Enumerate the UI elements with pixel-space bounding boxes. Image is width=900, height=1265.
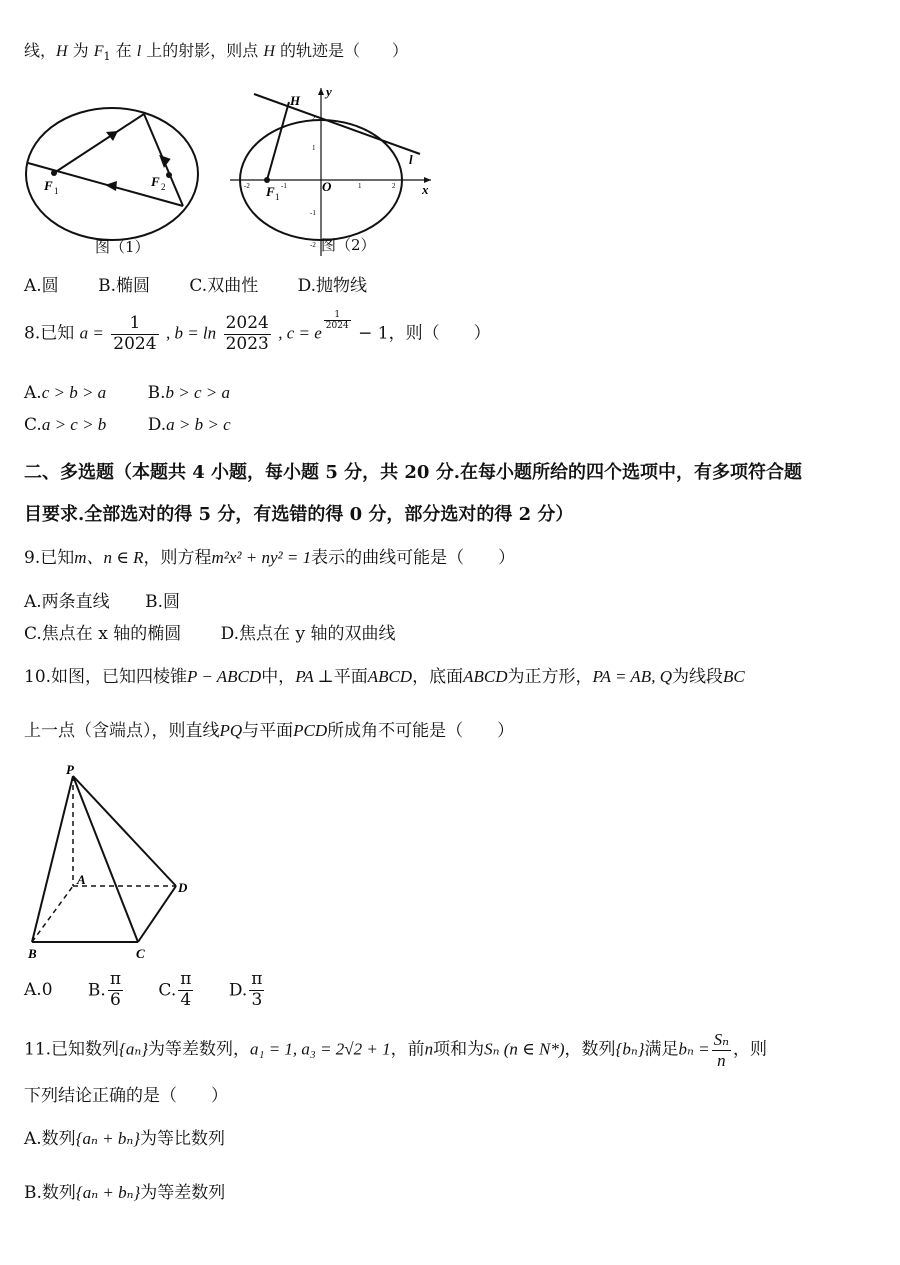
q10-option-d-num: π [251,969,263,989]
q10-text-2b: PQ [219,721,243,740]
q7-stem [24,38,408,63]
q11-stem-line-2: 下列结论正确的是（ ） [24,1086,228,1106]
q10-option-b[interactable] [87,969,125,1010]
fig2-tick-x-neg2: -2 [244,182,250,190]
q7-var-f: F [93,43,104,60]
q10-option-c-den: 4 [180,989,192,1010]
q11-text-g: 项和为 [433,1039,485,1060]
q7-var-f-sub: 1 [103,50,111,64]
fig1-arrow-2 [157,155,171,169]
q10-text-c: 中， [261,667,296,687]
q10-text-2d: PCD [293,721,328,740]
q11-text-d: a₁ = 1, a₃ = 2√2 + 1 [250,1039,391,1059]
q8-option-b-label: B. [147,383,166,403]
q7-options [24,271,401,296]
fig2-tick-y-neg1: -1 [310,209,316,217]
q8-c-exp-num: 1 [324,310,351,321]
q10-pyramid-figure [22,760,202,965]
q7-var-h-2: H [263,43,275,60]
q11-option-a-expr: {aₙ + bₙ} [75,1129,141,1148]
q8-option-b-expr: b > c > a [165,383,230,402]
fig2-segment-f1h [267,102,289,180]
fig1-focus-2 [166,172,172,178]
fig2-label-f1-sub: 1 [275,192,280,202]
fig1-arrow-1 [106,131,118,141]
q9-option-a[interactable]: A.两条直线 [24,592,110,612]
q8-option-d-label: D. [147,415,167,435]
q10-option-d-label: D. [228,980,248,1001]
pyramid-label-b: B [28,946,37,961]
q7-option-d[interactable]: D.抛物线 [297,276,368,296]
q11-stem-line-1 [24,1030,767,1070]
q8-c-tail: − 1 [352,323,389,344]
fig1-label-f1: F [44,178,53,193]
pyramid-edge-pd [73,776,176,886]
q8-stem [24,310,491,354]
q11-option-b[interactable] [24,1178,225,1203]
fig1-ray-1 [54,114,144,173]
q10-option-a-value: 0 [41,980,53,1001]
fig2-tick-y-2: 2 [312,114,316,122]
section2-heading-line-2: 目要求.全部选对的得 5 分，有选错的得 0 分，部分选对的得 2 分） [24,504,574,525]
q8-option-a[interactable] [24,383,106,403]
q10-option-a-label: A. [24,980,42,1001]
fig2-tick-x-1: 1 [358,182,362,190]
q8-a-frac [111,314,158,354]
q11-frac [712,1030,731,1070]
q8-a-den: 2024 [113,333,157,354]
q8-c-exp [324,310,351,332]
q10-stem-line-1 [24,662,745,687]
q10-option-a[interactable] [24,980,53,1000]
q9-option-c[interactable]: C.焦点在 x 轴的椭圆 [24,624,182,644]
fig1-label-f2: F [151,174,160,189]
q10-text-l: BC [722,667,745,686]
q10-text-2c: 与平面 [242,721,294,741]
q8-b-den: 2023 [225,333,269,354]
q8-c-eq: , c = e [278,323,322,343]
q10-text-2e: 所成角不可能是（ ） [327,721,515,741]
q11-frac-den: n [717,1050,726,1070]
fig2-tick-y-1: 1 [312,144,316,152]
q11-text-a: 11.已知数列 [24,1039,120,1060]
q10-text-e: 平面 [333,667,368,687]
q11-text-f: n [424,1039,434,1059]
q8-b-frac [224,314,271,354]
q10-option-b-label: B. [87,980,106,1001]
fig2-caption: 图（2） [321,236,376,254]
q11-text-h: Sₙ (n ∈ N*) [484,1039,565,1059]
q8-option-c-expr: a > c > b [41,415,107,434]
fig1-label-f1-sub: 1 [54,186,59,196]
q11-text-j: {bₙ} [615,1039,645,1059]
q10-text-2a: 上一点（含端点），则直线 [24,721,220,741]
q8-option-b[interactable] [148,383,230,403]
q9-options-row-1 [24,587,180,612]
q8-a-eq: a = [79,323,104,343]
q8-b-eq: , b = ln [165,323,217,343]
q10-option-b-den: 6 [110,989,121,1010]
q8-options-row-1 [24,383,230,403]
q10-option-c-num: π [180,969,192,989]
q11-text-e: ，前 [390,1039,425,1060]
fig2-label-h: H [290,93,301,108]
q7-option-b[interactable]: B.椭圆 [98,276,150,296]
q10-text-k: 为线段 [671,667,723,687]
q9-options-row-2 [24,619,395,644]
q8-c-exp-den: 2024 [325,321,349,332]
fig2-label-f1: F [266,184,275,199]
q10-text-j: PA = AB, Q [592,667,672,686]
section2-heading-line-1: 二、多选题（本题共 4 小题，每小题 5 分，共 20 分.在每小题所给的四个选项中，有多项符合题 [24,462,802,483]
fig2-tick-y-neg2: -2 [310,241,316,249]
q8-option-c-label: C. [24,415,42,435]
q10-option-c[interactable] [158,969,195,1010]
q8-options-row-2 [24,415,231,435]
q10-text-d: PA ⊥ [295,667,334,686]
q9-stem [24,543,515,568]
q11-option-b-expr: {aₙ + bₙ} [75,1183,141,1202]
q11-text-i: ，数列 [564,1039,616,1060]
q10-option-c-label: C. [158,980,177,1001]
q7-option-a[interactable]: A.圆 [24,276,59,296]
q11-text-m: ，则 [733,1039,768,1060]
q9-option-d[interactable]: D.焦点在 y 轴的双曲线 [220,624,396,644]
q9-cond: m、n ∈ R [74,548,144,567]
q7-text-3: 在 [110,41,137,60]
pyramid-label-c: C [136,946,145,961]
q11-frac-num: Sₙ [713,1030,730,1049]
q7-text-2: 为 [67,41,94,60]
fig1-caption: 图（1） [95,238,150,256]
q10-option-b-num: π [109,969,122,989]
q7-text-1: 线， [24,41,57,60]
q9-option-b[interactable]: B.圆 [145,592,180,612]
fig2-y-arrow [318,88,324,95]
q11-text-b: {aₙ} [119,1039,149,1059]
q8-option-d-expr: a > b > c [166,415,231,434]
q11-text-c: 为等差数列， [148,1039,251,1060]
q9-prefix: 9.已知 [24,548,75,568]
q10-text-g: ，底面 [412,667,464,687]
q7-var-l: l [136,43,142,60]
q11-option-a-suffix: 为等比数列 [140,1129,226,1149]
fig1-focus-1 [51,170,57,176]
q8-option-a-label: A. [24,383,42,403]
q8-suffix: ，则（ ） [388,323,491,344]
q9-equation: m²x² + ny² = 1 [211,548,312,567]
q10-text-i: 为正方形， [507,667,593,687]
q11-option-a[interactable] [24,1124,225,1149]
q10-stem-line-2 [24,716,514,741]
q11-text-l: bₙ = [678,1039,710,1059]
q10-text-a: 10.如图，已知四棱锥 [24,667,188,687]
fig2-label-x: x [422,182,429,197]
q7-text-5: 的轨迹是（ ） [274,41,409,60]
fig2-focus-f1 [264,177,270,183]
fig2-label-o: O [322,179,332,194]
fig1-arrow-3 [105,181,117,191]
fig2-tick-x-2: 2 [392,182,396,190]
q11-option-a-prefix: A.数列 [24,1129,76,1149]
q11-text-k: 满足 [644,1039,679,1060]
pyramid-label-d: D [178,880,188,895]
q8-prefix: 8.已知 [24,323,75,344]
pyramid-edge-pb [32,776,73,942]
q9-mid: ，则方程 [143,548,212,568]
pyramid-label-a: A [77,872,86,887]
q10-text-h: ABCD [463,667,508,686]
fig2-line-l [254,94,420,154]
q11-option-b-suffix: 为等差数列 [140,1183,226,1203]
fig2-label-y: y [326,84,332,99]
q8-option-d[interactable] [148,415,231,435]
q8-option-a-expr: c > b > a [41,383,107,402]
q8-a-num: 1 [111,314,158,335]
pyramid-edge-pc [73,776,138,942]
q8-b-num: 2024 [225,313,269,333]
q9-suffix: 表示的曲线可能是（ ） [311,548,516,568]
q10-options [24,970,266,1010]
q10-option-d-den: 3 [251,989,263,1010]
q10-option-d[interactable] [228,969,267,1010]
q10-text-f: ABCD [367,667,413,686]
q10-text-b: P − ABCD [187,667,262,686]
fig2-label-l: l [409,152,413,167]
q8-option-c[interactable] [24,415,106,435]
q11-option-b-prefix: B.数列 [24,1183,76,1203]
q7-option-c[interactable]: C.双曲性 [189,276,259,296]
q7-text-4: 上的射影，则点 [141,41,264,60]
fig1-label-f2-sub: 2 [161,182,166,192]
pyramid-edge-cd [138,886,176,942]
fig2-tick-x-neg1: -1 [281,182,287,190]
pyramid-label-p: P [66,762,74,777]
q7-var-h: H [56,43,68,60]
